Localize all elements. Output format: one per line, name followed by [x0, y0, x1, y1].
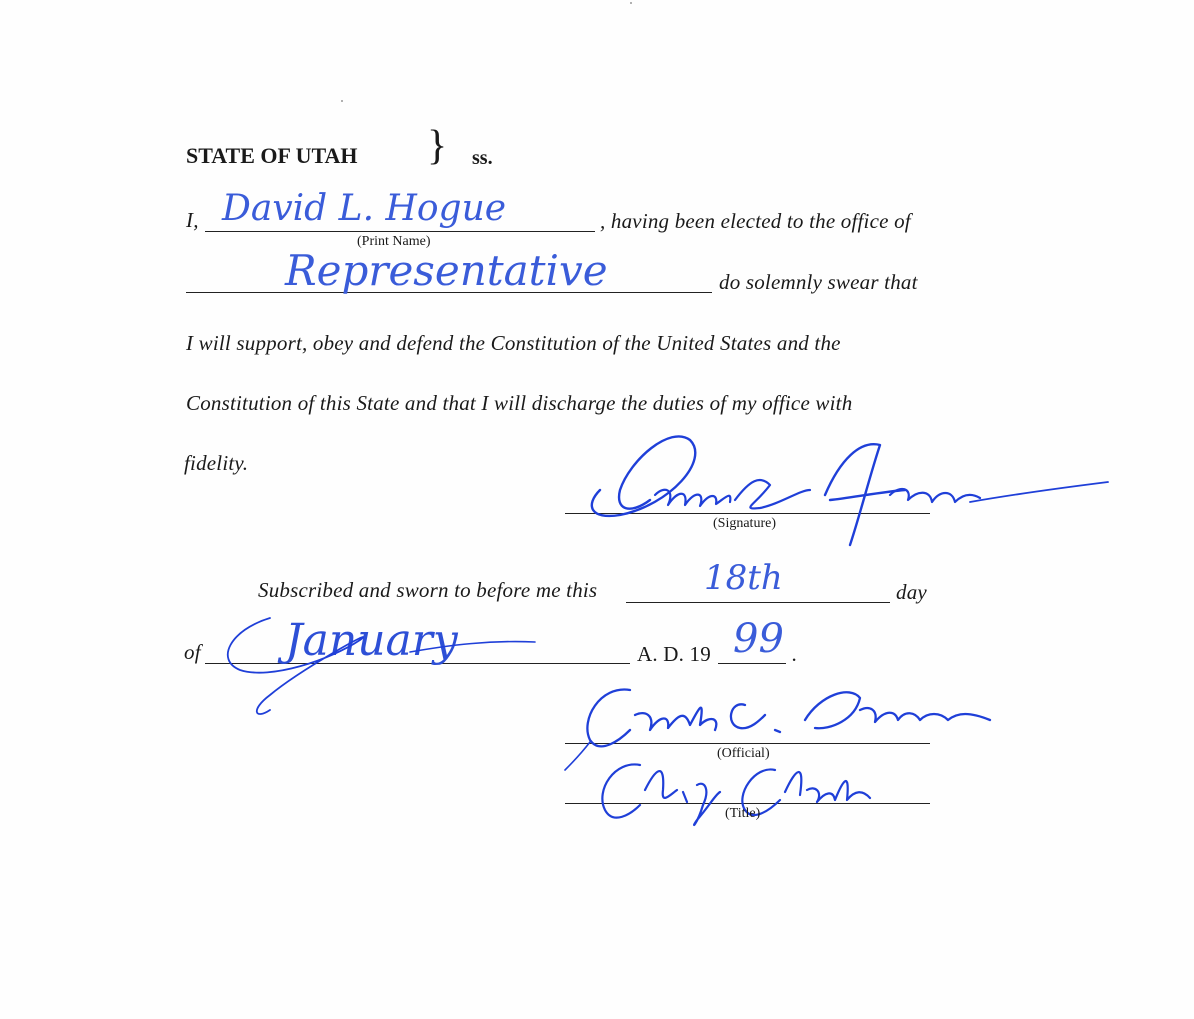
print-name-caption: (Print Name): [357, 234, 431, 249]
state-brace: }: [427, 123, 448, 169]
title-caption: (Title): [725, 806, 761, 821]
of-label: of: [184, 640, 201, 664]
oath-intro: I,: [186, 208, 199, 232]
oath-after-name: , having been elected to the office of: [600, 209, 911, 233]
print-name-value: David L. Hogue: [222, 188, 507, 229]
oath-line-3: I will support, obey and defend the Constitution of the United States and the: [186, 331, 841, 355]
month-flourish: [210, 600, 540, 730]
signature-scribble: [560, 420, 1120, 570]
title-handwriting: [585, 750, 895, 840]
print-name-line: [205, 231, 595, 232]
office-value: Representative: [285, 246, 608, 295]
ss-label: ss.: [472, 147, 493, 169]
year-value: 99: [733, 616, 784, 662]
oath-line-5: fidelity.: [184, 451, 249, 475]
oath-line-4: Constitution of this State and that I will discharge the duties of my office with: [186, 391, 853, 415]
state-heading: STATE OF UTAH: [186, 143, 358, 168]
paper-speck: [630, 2, 632, 4]
month-value: January: [285, 615, 458, 666]
year-period: .: [792, 642, 798, 666]
ad-label: A. D. 19: [637, 642, 711, 666]
day-line: [626, 602, 890, 603]
signature-caption: (Signature): [713, 516, 776, 531]
sworn-text: Subscribed and sworn to before me this: [258, 578, 598, 602]
oath-after-office: do solemnly swear that: [719, 270, 918, 294]
year-line: [718, 663, 786, 664]
day-label: day: [896, 580, 927, 604]
official-caption: (Official): [717, 746, 770, 761]
paper-speck: [341, 100, 343, 102]
day-value: 18th: [704, 558, 783, 598]
